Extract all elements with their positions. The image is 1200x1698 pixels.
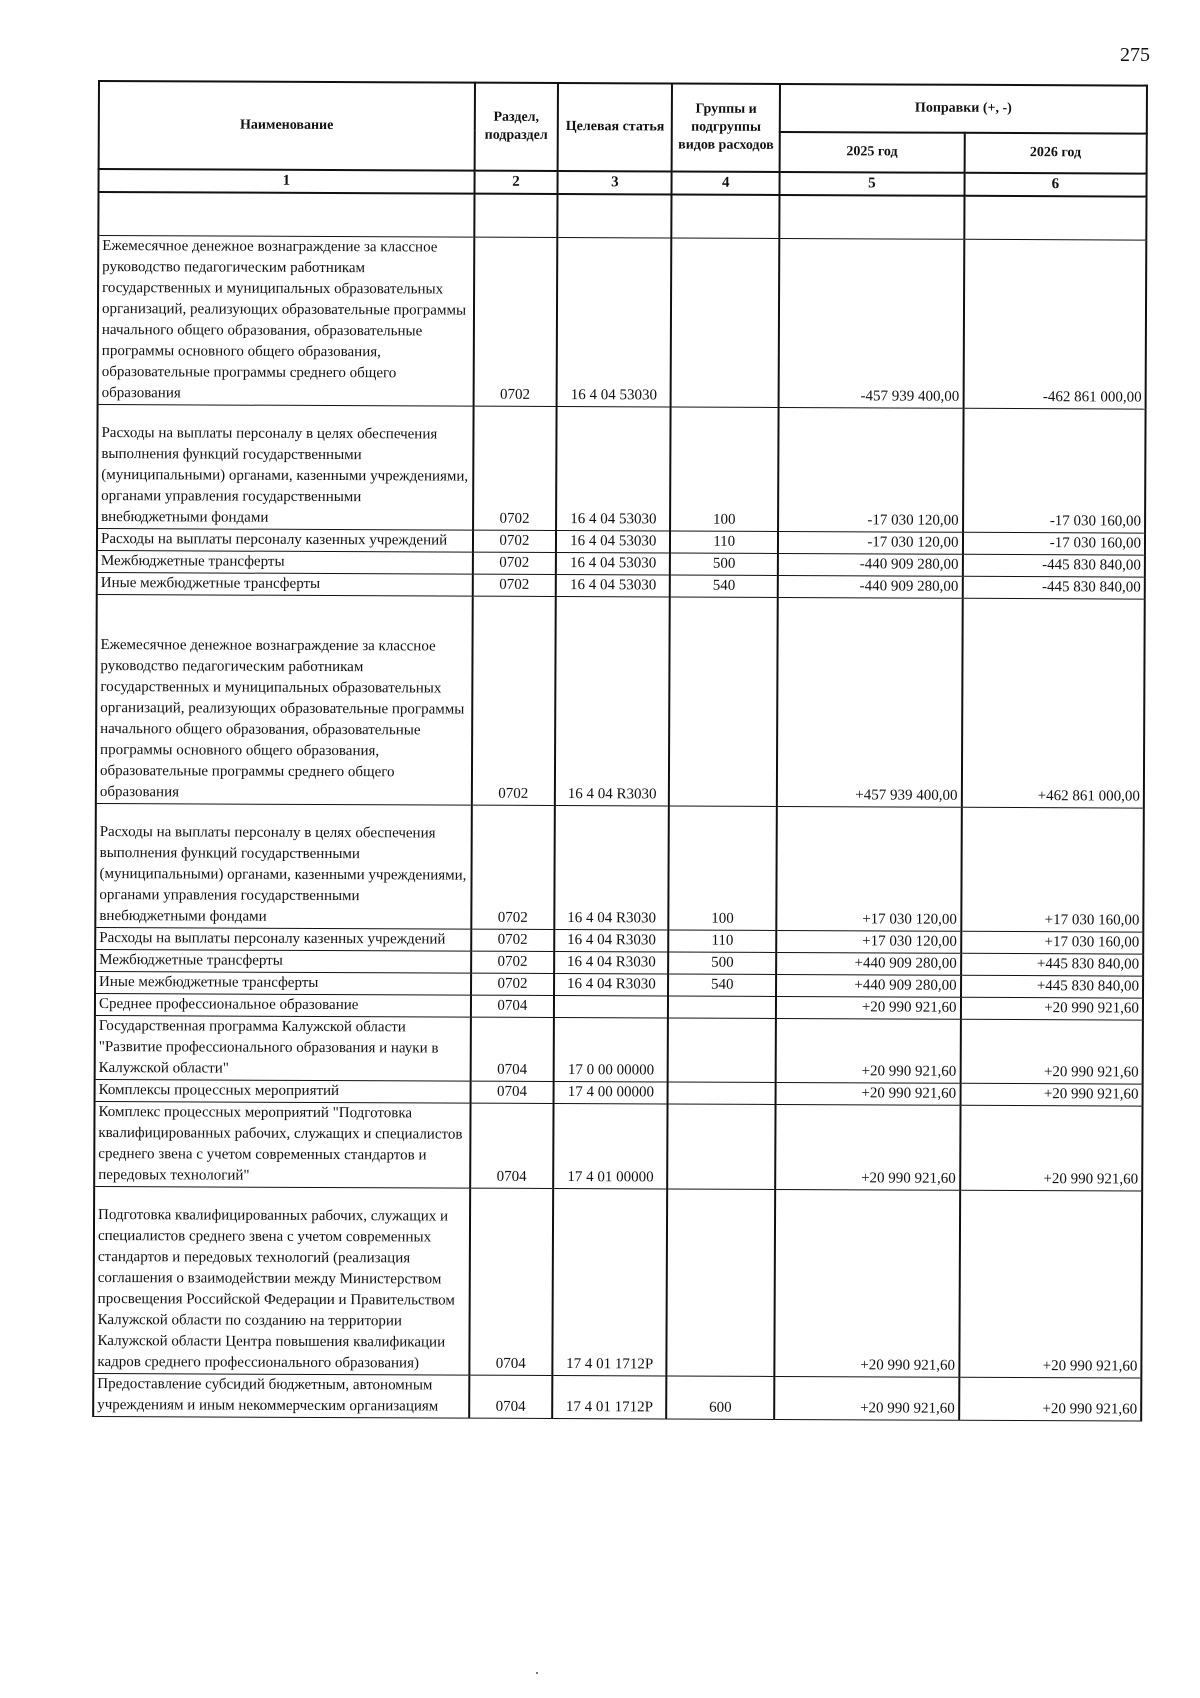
row-name: Ежемесячное денежное вознаграждение за классное руководство педагогическим работникам государственных и муниципальных образовательных организаций, реализующих образовательные программы начального общего образования, образовательные программы основного общего образования, образовательные программы среднего общего образования (98, 236, 474, 407)
row-group (668, 996, 776, 1018)
row-group: 540 (668, 974, 776, 996)
row-section: 0702 (472, 596, 556, 805)
col-number: 1 (99, 169, 475, 194)
row-name: Комплекс процессных мероприятий "Подготовка квалифицированных рабочих, служащих и специалистов среднего звена с учетом современных стандартов и передовых технологий" (94, 1101, 470, 1188)
row-target: 16 4 04 53030 (556, 575, 670, 597)
table-row (94, 1101, 1142, 1191)
header-section: Раздел, подраздел (474, 83, 558, 171)
table-row (95, 803, 1144, 932)
row-amount-2026: +445 830 840,00 (961, 975, 1144, 998)
row-section: 0702 (473, 530, 557, 552)
row-amount-2025: +440 909 280,00 (776, 952, 961, 975)
row-amount-2026: +20 990 921,60 (959, 1190, 1142, 1378)
col-number: 6 (964, 173, 1147, 197)
row-amount-2025: +20 990 921,60 (774, 1376, 959, 1420)
row-amount-2026: -17 030 160,00 (963, 408, 1146, 533)
row-section: 0704 (469, 1375, 553, 1418)
row-amount-2025: +17 030 120,00 (776, 930, 961, 953)
row-amount-2025: -17 030 120,00 (778, 531, 963, 554)
page-number: 275 (1120, 44, 1150, 66)
row-name: Среднее профессиональное образование (95, 993, 471, 1017)
row-amount-2025: -17 030 120,00 (778, 407, 963, 532)
header-groups: Группы и подгруппы видов расходов (672, 84, 780, 172)
row-amount-2025: +20 990 921,60 (776, 1082, 961, 1105)
row-amount-2026: -445 830 840,00 (962, 554, 1145, 577)
row-amount-2025: +20 990 921,60 (774, 1189, 959, 1377)
row-target: 17 4 01 00000 (553, 1103, 668, 1188)
row-section: 0702 (472, 574, 556, 596)
row-amount-2026: +17 030 160,00 (961, 931, 1144, 954)
row-group: 600 (667, 1376, 775, 1419)
row-amount-2026: -17 030 160,00 (963, 532, 1146, 555)
row-name: Государственная программа Калужской области "Развитие профессионального образования и науки в Калужской области" (95, 1015, 471, 1081)
row-amount-2026: +20 990 921,60 (959, 1377, 1142, 1421)
row-amount-2026: +17 030 160,00 (961, 807, 1144, 932)
row-name: Ежемесячное денежное вознаграждение за классное руководство педагогическим работникам государственных и муниципальных образовательных организаций, реализующих образовательные программы начального общего образования, образовательные программы основного общего образования, образовательные программы среднего общего образования (96, 594, 473, 805)
row-amount-2025: +457 939 400,00 (777, 597, 962, 807)
row-target: 16 4 04 R3030 (555, 597, 670, 806)
row-section: 0702 (473, 406, 557, 530)
budget-amendments-table (92, 80, 1148, 1422)
header-year-2025: 2025 год (780, 132, 965, 173)
row-amount-2026: +462 861 000,00 (961, 598, 1144, 808)
row-amount-2025: +20 990 921,60 (776, 996, 961, 1019)
row-target: 16 4 04 53030 (556, 553, 670, 575)
row-group (668, 1104, 776, 1189)
row-name: Межбюджетные трансферты (97, 550, 473, 574)
row-section: 0702 (471, 805, 555, 929)
col-number: 3 (558, 171, 672, 194)
row-group: 500 (670, 553, 778, 575)
row-section: 0702 (471, 929, 555, 951)
row-amount-2026: +20 990 921,60 (960, 1083, 1143, 1106)
row-group (669, 597, 778, 806)
row-group (668, 1018, 776, 1082)
row-group: 540 (670, 575, 778, 597)
row-name: Расходы на выплаты персоналу в целях обеспечения выполнения функций государственными (муниципальными) органами, казенными учреждениями, органами управления государственными внебюджетными фондами (95, 803, 471, 929)
row-target: 16 4 04 R3030 (554, 806, 669, 930)
row-amount-2025: -457 939 400,00 (779, 238, 964, 408)
row-section: 0702 (471, 973, 555, 995)
row-target: 16 4 04 R3030 (554, 973, 668, 995)
row-target: 16 4 04 53030 (556, 407, 671, 531)
header-name: Наименование (99, 81, 475, 171)
row-target: 17 0 00 00000 (554, 1017, 669, 1081)
table-row (97, 405, 1146, 534)
row-target: 16 4 04 R3030 (554, 929, 668, 951)
table-row (93, 1373, 1141, 1421)
row-target: 17 4 00 00000 (554, 1081, 668, 1103)
row-group: 100 (670, 407, 778, 531)
header-amendments: Поправки (+, -) (780, 84, 1147, 134)
table-header (99, 81, 1147, 197)
col-number: 2 (474, 171, 558, 194)
row-amount-2026: +20 990 921,60 (960, 1019, 1143, 1084)
row-section: 0702 (473, 552, 557, 574)
scan-speck (536, 1672, 538, 1674)
row-section: 0702 (473, 237, 557, 406)
row-name: Межбюджетные трансферты (95, 949, 471, 973)
row-group: 110 (669, 930, 777, 952)
row-target: 16 4 04 53030 (557, 238, 672, 407)
row-section: 0704 (471, 995, 555, 1017)
row-name: Комплексы процессных мероприятий (95, 1079, 471, 1103)
row-amount-2025: -440 909 280,00 (778, 575, 963, 598)
row-name: Иные межбюджетные трансферты (97, 572, 473, 596)
row-target: 16 4 04 53030 (556, 531, 670, 553)
row-amount-2025: -440 909 280,00 (778, 553, 963, 576)
row-group (667, 1189, 775, 1376)
row-amount-2025: +440 909 280,00 (776, 974, 961, 997)
row-name: Предоставление субсидий бюджетным, автономным учреждениям и иным некоммерческим организациям (93, 1373, 469, 1418)
row-group (671, 238, 779, 407)
table-row (95, 1015, 1143, 1084)
header-target: Целевая статья (558, 83, 673, 171)
row-amount-2026: +445 830 840,00 (961, 953, 1144, 976)
row-section: 0704 (470, 1017, 554, 1081)
table-row (98, 236, 1147, 410)
row-section: 0704 (470, 1103, 554, 1188)
row-name: Расходы на выплаты персоналу в целях обеспечения выполнения функций государственными (муниципальными) органами, казенными учреждениями, органами управления государственными внебюджетными фондами (97, 405, 473, 531)
row-amount-2026: -445 830 840,00 (962, 576, 1145, 599)
row-group: 110 (670, 531, 778, 553)
row-amount-2025: +17 030 120,00 (776, 806, 961, 931)
row-group: 500 (669, 952, 777, 974)
row-section: 0704 (470, 1081, 554, 1103)
row-section: 0704 (469, 1188, 553, 1375)
row-name: Подготовка квалифицированных рабочих, служащих и специалистов среднего звена с учетом современных стандартов и передовых технологий (реализация соглашения о взаимодействии между Министерством просвещения Российской Федерации и Правительством Калужской области по созданию на территории Калужской области Центра повышения квалификации кадров среднего профессионального образования) (93, 1186, 469, 1375)
row-amount-2026: +20 990 921,60 (961, 997, 1144, 1020)
row-target (554, 995, 668, 1017)
header-year-2026: 2026 год (964, 133, 1147, 174)
row-amount-2026: +20 990 921,60 (960, 1105, 1143, 1191)
row-name: Расходы на выплаты персоналу казенных учреждений (95, 927, 471, 951)
row-name: Иные межбюджетные трансферты (95, 971, 471, 995)
row-amount-2026: -462 861 000,00 (963, 239, 1146, 409)
col-number: 5 (780, 172, 965, 196)
row-group: 100 (669, 806, 777, 930)
row-target: 17 4 01 1712P (552, 1375, 666, 1418)
row-amount-2025: +20 990 921,60 (776, 1018, 961, 1083)
col-number: 4 (672, 172, 780, 195)
row-amount-2025: +20 990 921,60 (775, 1104, 960, 1190)
row-section: 0702 (471, 951, 555, 973)
row-target: 17 4 01 1712P (553, 1188, 668, 1375)
table-row (93, 1186, 1142, 1378)
spacer-row (98, 192, 1146, 240)
table-row (96, 594, 1145, 808)
row-group (668, 1082, 776, 1104)
row-name: Расходы на выплаты персоналу казенных учреждений (97, 529, 473, 553)
row-target: 16 4 04 R3030 (554, 951, 668, 973)
